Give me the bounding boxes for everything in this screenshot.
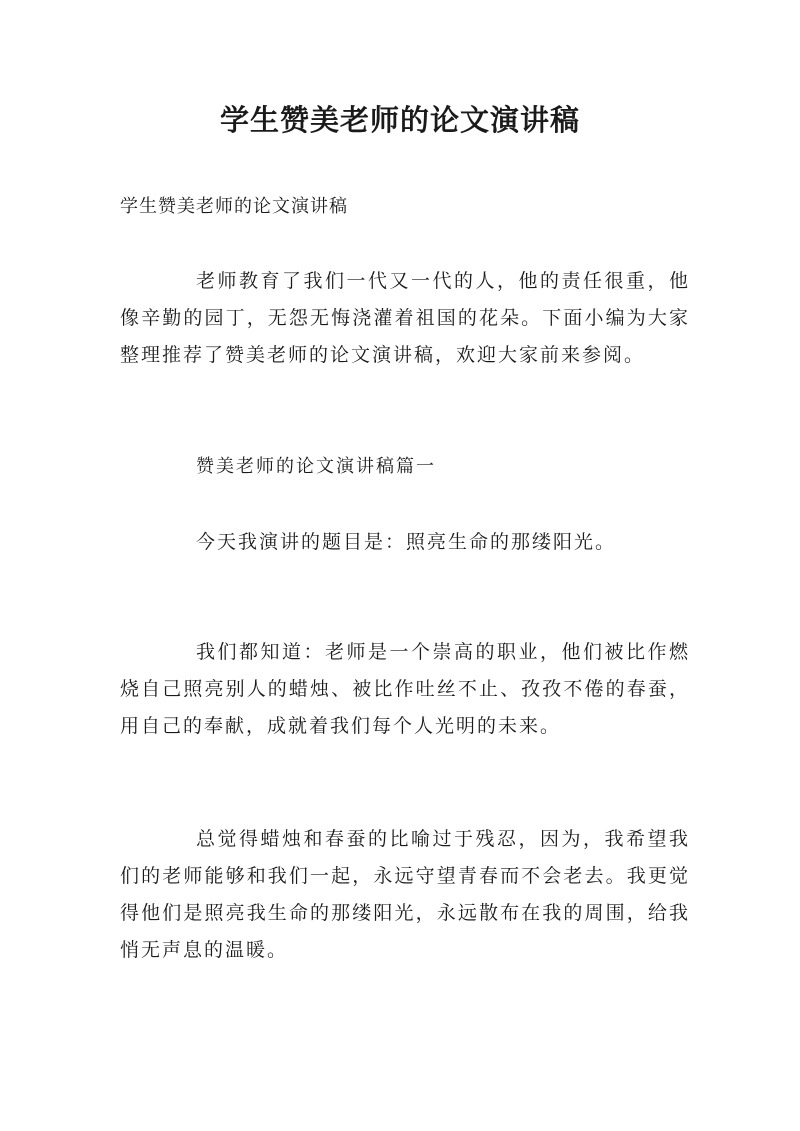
- paragraph: 我们都知道：老师是一个崇高的职业，他们被比作燃烧自己照亮别人的蜡烛、被比作吐丝不止、孜孜不倦的春蚕，用自己的奉献，成就着我们每个人光明的未来。: [120, 641, 690, 737]
- paragraph: 总觉得蜡烛和春蚕的比喻过于残忍，因为，我希望我们的老师能够和我们一起，永远守望青春而不会老去。我更觉得他们是照亮我生命的那缕阳光，永远散布在我的周围，给我悄无声息的温暖。: [120, 828, 690, 961]
- intro-paragraph: 老师教育了我们一代又一代的人，他的责任很重，他像辛勤的园丁，无怨无悔浇灌着祖国的花朵。下面小编为大家整理推荐了赞美老师的论文演讲稿，欢迎大家前来参阅。: [120, 270, 690, 366]
- document-title: 学生赞美老师的论文演讲稿: [219, 103, 580, 137]
- document-subtitle: 学生赞美老师的论文演讲稿: [120, 196, 348, 217]
- section-heading: 赞美老师的论文演讲稿篇一: [196, 456, 436, 477]
- paragraph: 今天我演讲的题目是：照亮生命的那缕阳光。: [196, 531, 617, 553]
